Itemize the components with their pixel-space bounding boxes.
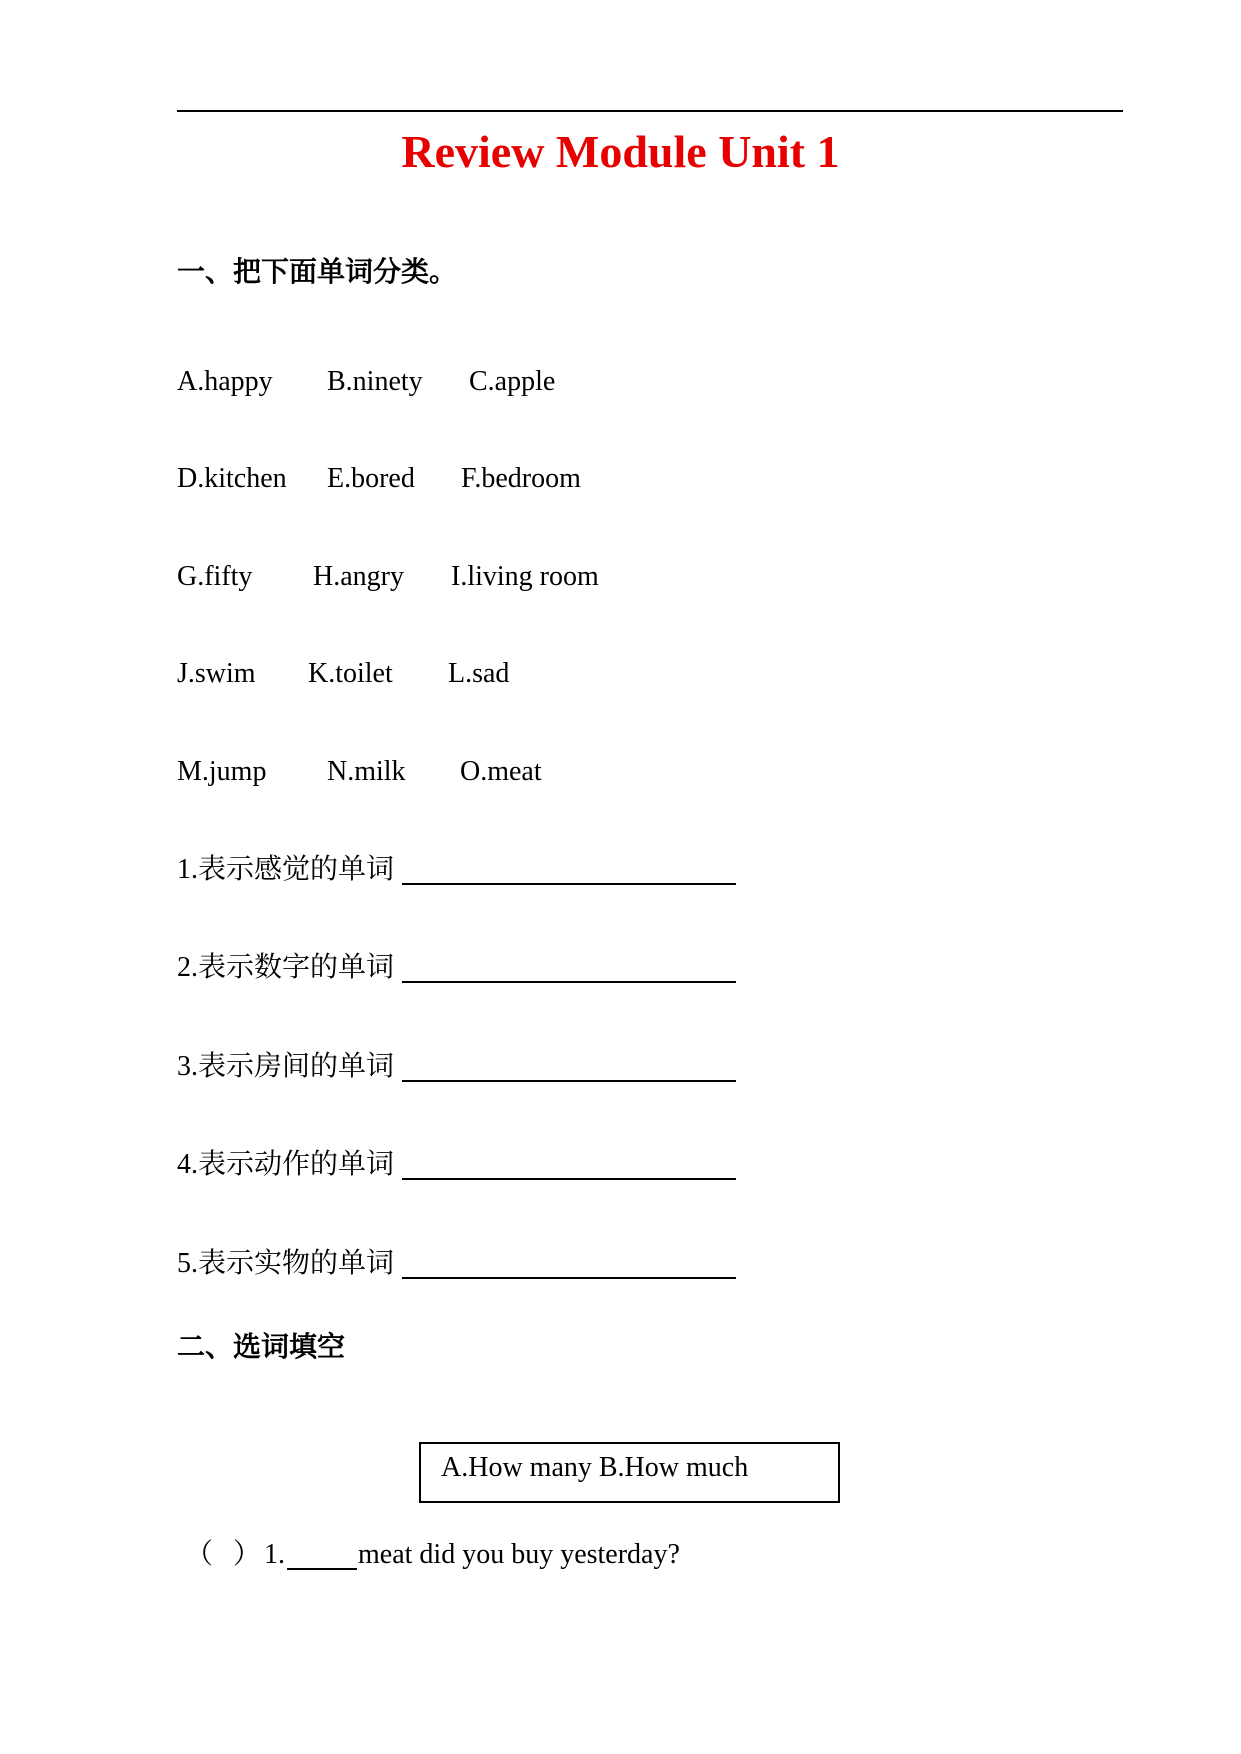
classify-question-label: 3.表示房间的单词 <box>177 1051 395 1082</box>
answer-paren-open: （ <box>185 1539 214 1570</box>
classify-question-label: 5.表示实物的单词 <box>177 1248 395 1279</box>
section-2-heading: 二、选词填空 <box>177 1332 346 1363</box>
word-item: H.angry <box>313 561 404 592</box>
answer-blank[interactable] <box>402 1178 736 1180</box>
word-item: C.apple <box>469 366 556 397</box>
word-item: I.living room <box>451 561 599 592</box>
word-item: L.sad <box>448 658 510 689</box>
word-item: G.fifty <box>177 561 253 592</box>
word-item: F.bedroom <box>461 463 581 494</box>
word-item: J.swim <box>177 658 256 689</box>
page-title: Review Module Unit 1 <box>401 126 840 177</box>
header-rule <box>177 110 1123 112</box>
word-item: O.meat <box>460 756 542 787</box>
word-bank-box <box>419 1442 840 1503</box>
answer-blank[interactable] <box>402 1277 736 1279</box>
word-item: A.happy <box>177 366 273 397</box>
section-1-heading: 一、把下面单词分类。 <box>177 257 458 288</box>
word-item: B.ninety <box>327 366 423 397</box>
answer-paren-slot[interactable] <box>211 1538 233 1572</box>
answer-blank[interactable] <box>402 981 736 983</box>
fill-blank[interactable] <box>287 1568 357 1570</box>
word-item: K.toilet <box>308 658 393 689</box>
word-item: N.milk <box>327 756 406 787</box>
item-sentence: meat did you buy yesterday? <box>358 1539 680 1570</box>
answer-paren-close: ） <box>233 1539 262 1570</box>
classify-question-label: 2.表示数字的单词 <box>177 952 395 983</box>
classify-question-label: 1.表示感觉的单词 <box>177 854 395 885</box>
classify-question-label: 4.表示动作的单词 <box>177 1149 395 1180</box>
word-item: M.jump <box>177 756 267 787</box>
word-item: D.kitchen <box>177 463 287 494</box>
item-number: 1. <box>264 1539 285 1570</box>
answer-blank[interactable] <box>402 1080 736 1082</box>
answer-blank[interactable] <box>402 883 736 885</box>
word-bank-options: A.How many B.How much <box>441 1452 749 1483</box>
word-item: E.bored <box>327 463 415 494</box>
